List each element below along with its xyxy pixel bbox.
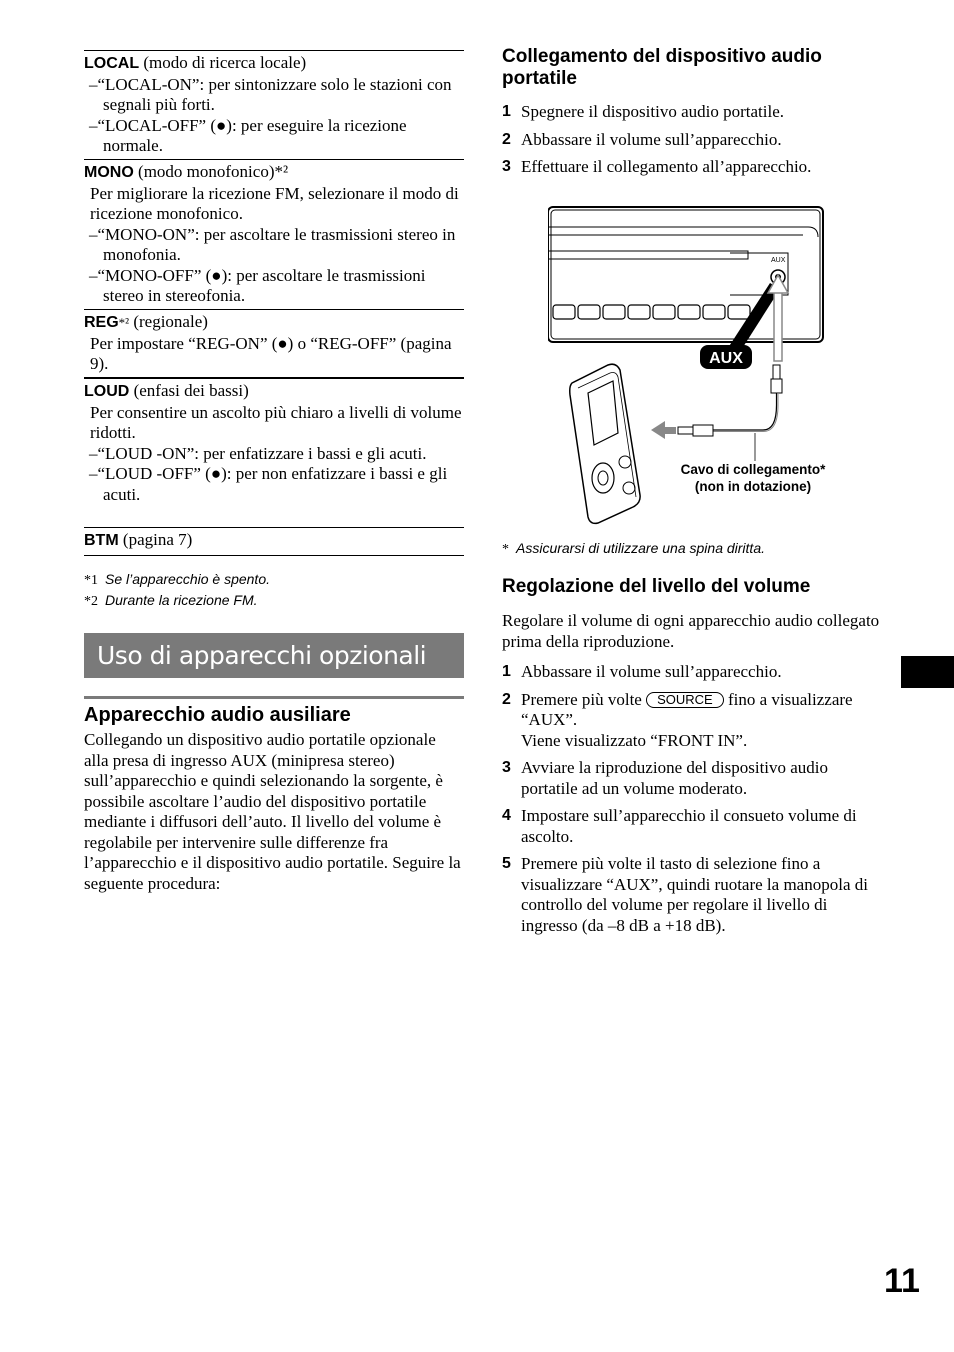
jack-label: AUX bbox=[771, 257, 786, 264]
aux-label: AUX bbox=[709, 350, 743, 367]
footnote bbox=[84, 591, 270, 612]
connect-section-title: Collegamento del dispositivo audio portatile bbox=[502, 46, 822, 89]
setting-name: LOUD bbox=[84, 383, 130, 400]
setting-sup: *² bbox=[118, 315, 130, 330]
cable-icon bbox=[651, 365, 782, 461]
setting-paren: (pagina 7) bbox=[118, 530, 193, 549]
source-button: SOURCE bbox=[646, 692, 724, 708]
step-number: 2 bbox=[502, 690, 511, 708]
volume-section-title: Regolazione del livello del volume bbox=[502, 576, 811, 597]
setting-name: REG bbox=[84, 314, 119, 331]
setting-name: BTM bbox=[84, 532, 119, 549]
step bbox=[502, 806, 882, 847]
step bbox=[502, 690, 882, 752]
step-text-pre: Premere più volte bbox=[521, 689, 647, 709]
step-text: Avviare la riproduzione del dispositivo audio portatile ad un volume moderato. bbox=[521, 758, 829, 798]
setting-bullet: –“LOUD -ON”: per enfatizzare i bassi e gli acuti. bbox=[89, 443, 427, 463]
step-number: 3 bbox=[502, 759, 511, 776]
step-text-post: fino a visualizzare “AUX”. bbox=[521, 689, 853, 729]
note-text: Assicurarsi di utilizzare una spina diritta. bbox=[516, 540, 765, 556]
aux-section-title: Apparecchio audio ausiliare bbox=[84, 704, 351, 726]
step-number: 5 bbox=[502, 855, 511, 872]
setting-paren: (regionale) bbox=[129, 312, 208, 331]
cable-caption bbox=[663, 461, 843, 495]
step-number: 1 bbox=[502, 103, 511, 120]
setting-bullet: –“LOUD -OFF” (●): per non enfatizzare i bassi e gli acuti. bbox=[89, 464, 448, 504]
setting-bullet: –“MONO-ON”: per ascoltare le trasmissioni stereo in monofonia. bbox=[89, 224, 456, 264]
step-text: Premere più volte il tasto di selezione fino a visualizzare “AUX”, quindi ruotare la manopola di controllo del volume per regolare il livello di ingresso (da –8 dB a +18 dB). bbox=[521, 854, 868, 935]
step-number: 1 bbox=[502, 663, 511, 680]
aux-section-body: Collegando un dispositivo audio portatile opzionale alla presa di ingresso AUX (minipresa stereo) sull’apparecchio e quindi selezionando la sorgente, è possibile ascoltare l’audio del dispositivo portatile mediante i diffusori dell’auto. Il livello del volume è regolabile per intervenire sulle differenze fra l’apparecchio e il dispositivo audio portatile. Seguire la seguente procedura: bbox=[84, 730, 461, 893]
connect-steps bbox=[502, 102, 882, 185]
note-mark: * bbox=[502, 542, 509, 557]
setting-btm bbox=[84, 527, 464, 556]
step bbox=[502, 758, 882, 799]
step-number: 3 bbox=[502, 158, 511, 175]
setting-bullet: –“LOCAL-ON”: per sintonizzare solo le stazioni con segnali più forti. bbox=[89, 74, 452, 114]
step-text: Abbassare il volume sull’apparecchio. bbox=[521, 129, 782, 149]
footnotes bbox=[84, 570, 270, 611]
step-number: 4 bbox=[502, 807, 511, 824]
cable-caption-line1: Cavo di collegamento* bbox=[680, 462, 826, 477]
volume-section-intro: Regolare il volume di ogni apparecchio audio collegato prima della riproduzione. bbox=[502, 611, 880, 651]
step bbox=[502, 662, 882, 683]
step bbox=[502, 157, 882, 178]
setting-loud bbox=[84, 377, 464, 505]
volume-steps bbox=[502, 662, 882, 943]
footnote bbox=[84, 570, 270, 591]
step bbox=[502, 130, 882, 151]
section-rule bbox=[84, 696, 464, 699]
step-text-line2: Viene visualizzato “FRONT IN”. bbox=[521, 730, 748, 750]
setting-desc: Per impostare “REG-ON” (●) o “REG-OFF” (pagina 9). bbox=[90, 333, 452, 373]
footnote-text: Durante la ricezione FM. bbox=[105, 591, 258, 608]
setting-local bbox=[84, 50, 464, 157]
setting-desc: Per consentire un ascolto più chiaro a livelli di volume ridotti. bbox=[90, 402, 462, 442]
setting-paren: (enfasi dei bassi) bbox=[129, 381, 249, 400]
step-text: Abbassare il volume sull’apparecchio. bbox=[521, 662, 782, 681]
setting-reg bbox=[84, 309, 464, 375]
step-number: 2 bbox=[502, 130, 511, 148]
cable-caption-line2: (non in dotazione) bbox=[694, 479, 812, 494]
footnote-mark: *2 bbox=[84, 593, 98, 609]
setting-mono bbox=[84, 159, 464, 307]
setting-bullet: –“MONO-OFF” (●): per ascoltare le trasmissioni stereo in stereofonia. bbox=[89, 265, 426, 305]
step-text: Impostare sull’apparecchio il consueto volume di ascolto. bbox=[521, 806, 857, 846]
setting-paren: (modo monofonico)*² bbox=[133, 162, 289, 181]
portable-player-icon bbox=[570, 364, 640, 523]
footnote-mark: *1 bbox=[84, 573, 98, 588]
setting-name: MONO bbox=[84, 164, 134, 181]
connection-illustration bbox=[548, 205, 828, 525]
section-banner: Uso di apparecchi opzionali bbox=[84, 633, 464, 678]
page-number: 11 bbox=[884, 1262, 920, 1300]
footnote-text: Se l’apparecchio è spento. bbox=[105, 571, 270, 587]
step bbox=[502, 854, 882, 936]
setting-bullet: –“LOCAL-OFF” (●): per eseguire la ricezione normale. bbox=[89, 115, 407, 155]
step-text: Spegnere il dispositivo audio portatile. bbox=[521, 102, 784, 121]
setting-name: LOCAL bbox=[84, 55, 140, 72]
setting-paren: (modo di ricerca locale) bbox=[139, 53, 307, 72]
side-tab-marker bbox=[901, 656, 954, 688]
step-text: Effettuare il collegamento all’apparecchio. bbox=[521, 157, 812, 176]
step bbox=[502, 102, 882, 123]
footnote-plug bbox=[502, 538, 765, 561]
setting-desc: Per migliorare la ricezione FM, selezionare il modo di ricezione monofonico. bbox=[90, 183, 459, 223]
